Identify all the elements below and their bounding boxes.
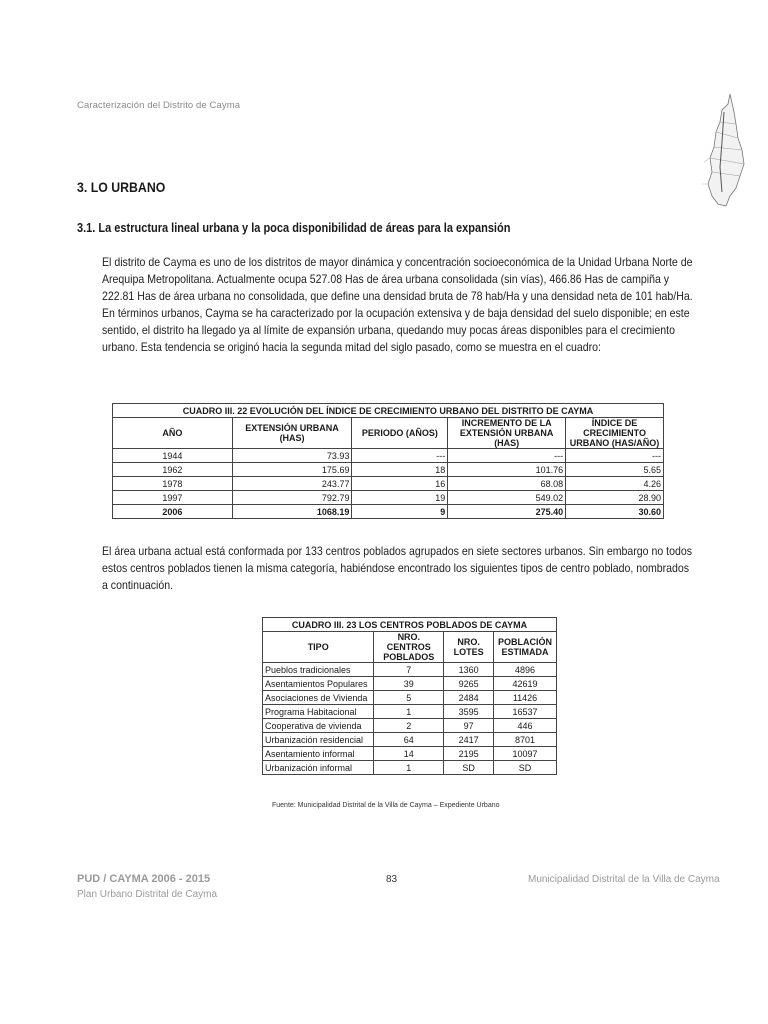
table-cell: 446 [494,719,557,733]
footer-plan-code: PUD / CAYMA 2006 - 2015 [77,873,211,885]
table-row [263,705,557,719]
table-caption: CUADRO III. 23 LOS CENTROS POBLADOS DE CAYMA [263,618,557,632]
table-cell: 4896 [494,663,557,677]
table-cell: 2484 [444,691,494,705]
table-cell: 16 [352,477,448,491]
table-row [113,463,664,477]
table-cell: 1944 [113,449,233,463]
table-cell: 18 [352,463,448,477]
table-source-note: Fuente: Municipalidad Distrital de la Villa de Cayma – Expediente Urbano [272,802,500,809]
district-map-thumbnail [700,92,748,208]
table-cell: SD [444,761,494,775]
table-cell: 9265 [444,677,494,691]
table-cell: 2 [374,719,444,733]
table-cell: 68.08 [448,477,566,491]
footer-plan-name: Plan Urbano Distrital de Cayma [77,889,218,900]
table-cell: 1 [374,761,444,775]
table-row [263,663,557,677]
table-cell: 7 [374,663,444,677]
table-cell: 101.76 [448,463,566,477]
intro-paragraph-2: En términos urbanos, Cayma se ha caracterizado por la ocupación extensiva y de baja densidad del suelo disponible; en este sentido, el distrito ha llegado ya al límite de expansión urbana, quedando muy pocas áreas disponibles para el crecimiento urbano. Esta tendencia se originó hacia la segunda mitad del siglo pasado, como se muestra en el cuadro: [102,306,690,354]
table-cell: 3595 [444,705,494,719]
column-header: TIPO [263,632,374,663]
table-cell: 175.69 [232,463,352,477]
table-cell: Urbanización informal [263,761,374,775]
column-header: ÍNDICE DE CRECIMIENTO URBANO (HAS/AÑO) [566,418,664,449]
table-cell: 2006 [113,505,233,519]
table-cell: 792.79 [232,491,352,505]
table-cell: 28.90 [566,491,664,505]
table-row [263,719,557,733]
table-cell: 1997 [113,491,233,505]
table-cell: 549.02 [448,491,566,505]
table-cell: Urbanización residencial [263,733,374,747]
table-cell: 19 [352,491,448,505]
table-cell: 42619 [494,677,557,691]
subsection-heading: 3.1. La estructura lineal urbana y la poca disponibilidad de áreas para la expansión [77,221,511,235]
table-cell: 8701 [494,733,557,747]
table-row [263,761,557,775]
table-cell: 64 [374,733,444,747]
table-row [263,747,557,761]
table-row [263,733,557,747]
page-number: 83 [386,874,398,885]
intro-paragraph [102,254,693,356]
footer-municipality: Municipalidad Distrital de la Villa de Cayma [528,874,720,885]
table-cell: 9 [352,505,448,519]
table-cell: 5 [374,691,444,705]
table-row [113,449,664,463]
table-cell: 10097 [494,747,557,761]
table-cell: 275.40 [448,505,566,519]
table-cell: 11426 [494,691,557,705]
table-cell: 5.65 [566,463,664,477]
column-header: NRO. CENTROS POBLADOS [374,632,444,663]
table-cell: 2417 [444,733,494,747]
table-cell: 1068.19 [232,505,352,519]
table-cell: 243.77 [232,477,352,491]
table-cell: 16537 [494,705,557,719]
running-header: Caracterización del Distrito de Cayma [77,100,241,111]
table-cell: 30.60 [566,505,664,519]
table-cell: 1962 [113,463,233,477]
table-cell: --- [566,449,664,463]
table-row [113,477,664,491]
intro-paragraph-1: El distrito de Cayma es uno de los distritos de mayor dinámica y concentración socioeconómica de la Unidad Urbana Norte de Arequipa Metropolitana. Actualmente ocupa 527.08 Has de área urbana consolidada (sin vías), 466.86 Has de campiña y 222.81 Has de área urbana no consolidada, que define una densidad bruta de 78 hab/Ha y una densidad neta de 101 hab/Ha. [102,255,693,303]
column-header: EXTENSIÓN URBANA (HAS) [232,418,352,449]
table-caption: CUADRO III. 22 EVOLUCIÓN DEL ÍNDICE DE CRECIMIENTO URBANO DEL DISTRITO DE CAYMA [113,404,664,418]
table-row [263,677,557,691]
table-cell: Asociaciones de Vivienda [263,691,374,705]
table-row-total [113,505,664,519]
table-cell: --- [352,449,448,463]
table-cell: 1360 [444,663,494,677]
growth-index-table [112,403,664,519]
body-paragraph: El área urbana actual está conformada por 133 centros poblados agrupados en siete sectores urbanos. Sin embargo no todos estos centros poblados tienen la misma categoría, habiéndose encontrado los siguientes tipos de centro poblado, nombrados a continuación. [102,544,692,592]
settlements-table [262,617,557,775]
table-cell: Pueblos tradicionales [263,663,374,677]
table-row [113,491,664,505]
section-heading: 3. LO URBANO [77,179,166,195]
table-cell: 2195 [444,747,494,761]
table-cell: 14 [374,747,444,761]
column-header: NRO. LOTES [444,632,494,663]
table-cell: Asentamiento informal [263,747,374,761]
column-header: PERIODO (AÑOS) [352,418,448,449]
table-cell: 39 [374,677,444,691]
table-cell: 1978 [113,477,233,491]
table-cell: Asentamientos Populares [263,677,374,691]
column-header: AÑO [113,418,233,449]
table-cell: Programa Habitacional [263,705,374,719]
table-cell: SD [494,761,557,775]
table-cell: --- [448,449,566,463]
table-cell: Cooperativa de vivienda [263,719,374,733]
table-cell: 73.93 [232,449,352,463]
column-header: POBLACIÓN ESTIMADA [494,632,557,663]
table-cell: 97 [444,719,494,733]
table-row [263,691,557,705]
table-cell: 1 [374,705,444,719]
table-cell: 4.26 [566,477,664,491]
column-header: INCREMENTO DE LA EXTENSIÓN URBANA (HAS) [448,418,566,449]
